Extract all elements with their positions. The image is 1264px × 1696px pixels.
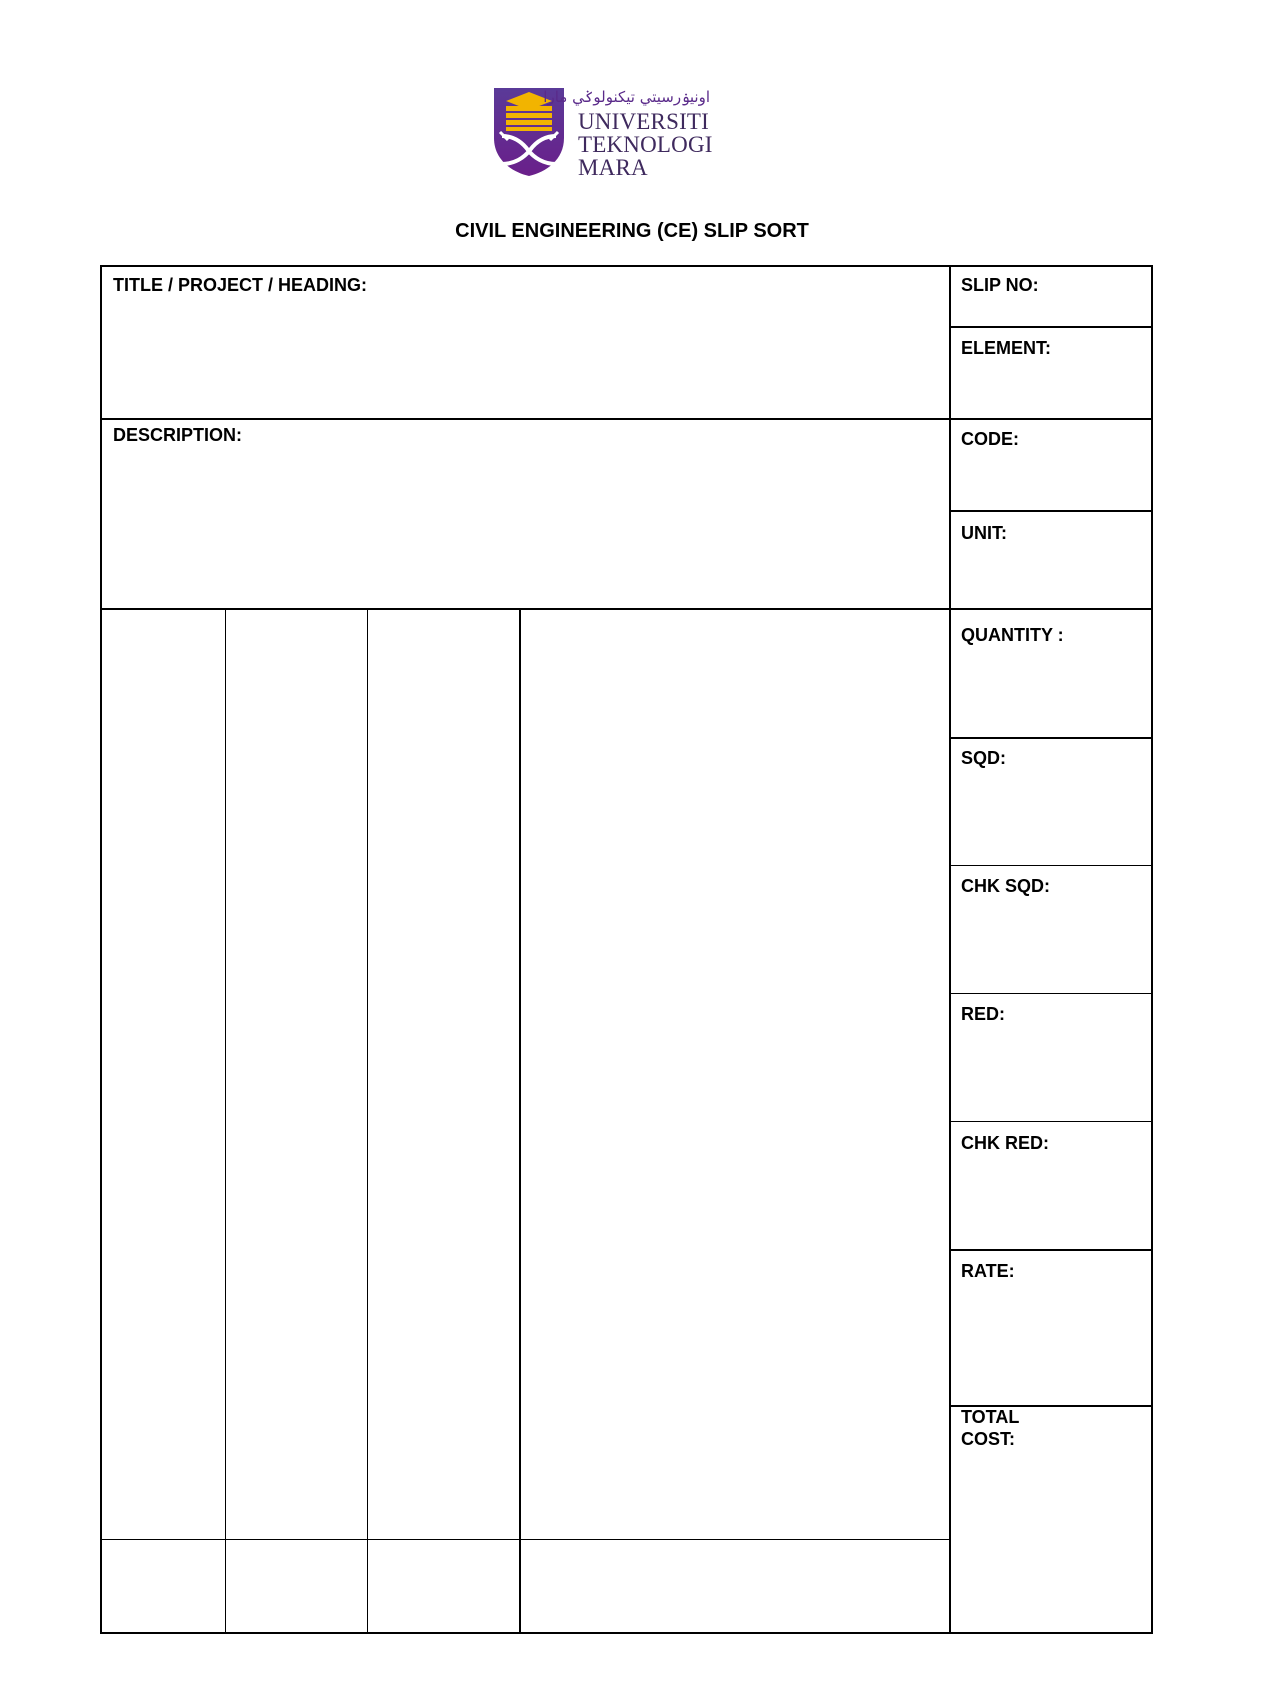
total-cost-label-line1: TOTAL — [961, 1407, 1020, 1427]
total-cost-label-line2: COST: — [961, 1429, 1015, 1449]
unit-field[interactable] — [951, 546, 1151, 608]
unit-label: UNIT: — [961, 523, 1007, 543]
quantity-label: QUANTITY : — [961, 625, 1064, 645]
logo-wordmark-line2: TEKNOLOGI — [578, 132, 713, 157]
grid-bottom-col-1-field[interactable] — [102, 1540, 225, 1632]
grid-col-1-field[interactable] — [102, 610, 225, 1539]
description-field[interactable] — [102, 420, 949, 608]
grid-col-4-field[interactable] — [521, 610, 949, 1539]
grid-col-2-field[interactable] — [226, 610, 367, 1539]
slip-no-field[interactable] — [951, 298, 1151, 326]
form-border-right — [1151, 265, 1153, 1634]
element-label: ELEMENT: — [961, 338, 1051, 358]
description-label: DESCRIPTION: — [113, 425, 243, 445]
rate-field[interactable] — [951, 1284, 1151, 1405]
slip-no-label: SLIP NO: — [961, 275, 1039, 295]
logo-wordmark-line1: UNIVERSITI — [578, 109, 710, 134]
chk-sqd-field[interactable] — [951, 899, 1151, 993]
grid-bottom-col-4-field[interactable] — [521, 1540, 949, 1632]
element-field[interactable] — [951, 361, 1151, 418]
quantity-divider — [950, 737, 1152, 739]
slip-no-divider — [950, 326, 1152, 328]
chk-red-label: CHK RED: — [961, 1133, 1049, 1153]
code-label: CODE: — [961, 429, 1019, 449]
logo-wordmark-line3: MARA — [578, 155, 648, 180]
code-field[interactable] — [951, 452, 1151, 510]
title-project-heading-label: TITLE / PROJECT / HEADING: — [113, 275, 368, 295]
grid-bottom-col-3-field[interactable] — [368, 1540, 519, 1632]
sqd-field[interactable] — [951, 771, 1151, 865]
form-border-bottom — [100, 1632, 1153, 1634]
element-divider — [950, 418, 1152, 420]
document-title: CIVIL ENGINEERING (CE) SLIP SORT — [455, 220, 809, 242]
sqd-label: SQD: — [961, 748, 1006, 768]
red-field[interactable] — [951, 1027, 1151, 1121]
quantity-field[interactable] — [951, 648, 1151, 737]
uitm-logo — [492, 86, 716, 178]
grid-col-3-field[interactable] — [368, 610, 519, 1539]
red-divider — [950, 1121, 1152, 1122]
chk-sqd-label: CHK SQD: — [961, 876, 1050, 896]
rate-label: RATE: — [961, 1261, 1015, 1281]
chk-red-field[interactable] — [951, 1156, 1151, 1249]
red-label: RED: — [961, 1004, 1005, 1024]
code-divider — [950, 510, 1152, 512]
chk-sqd-divider — [950, 993, 1152, 994]
total-cost-field[interactable] — [951, 1452, 1151, 1632]
grid-bottom-col-2-field[interactable] — [226, 1540, 367, 1632]
sqd-divider — [950, 865, 1152, 866]
chk-red-divider — [950, 1249, 1152, 1251]
unit-divider — [950, 608, 1152, 610]
logo-jawi-text: اونيۏرسيتي تيكنولوݢي مارا — [543, 88, 710, 106]
